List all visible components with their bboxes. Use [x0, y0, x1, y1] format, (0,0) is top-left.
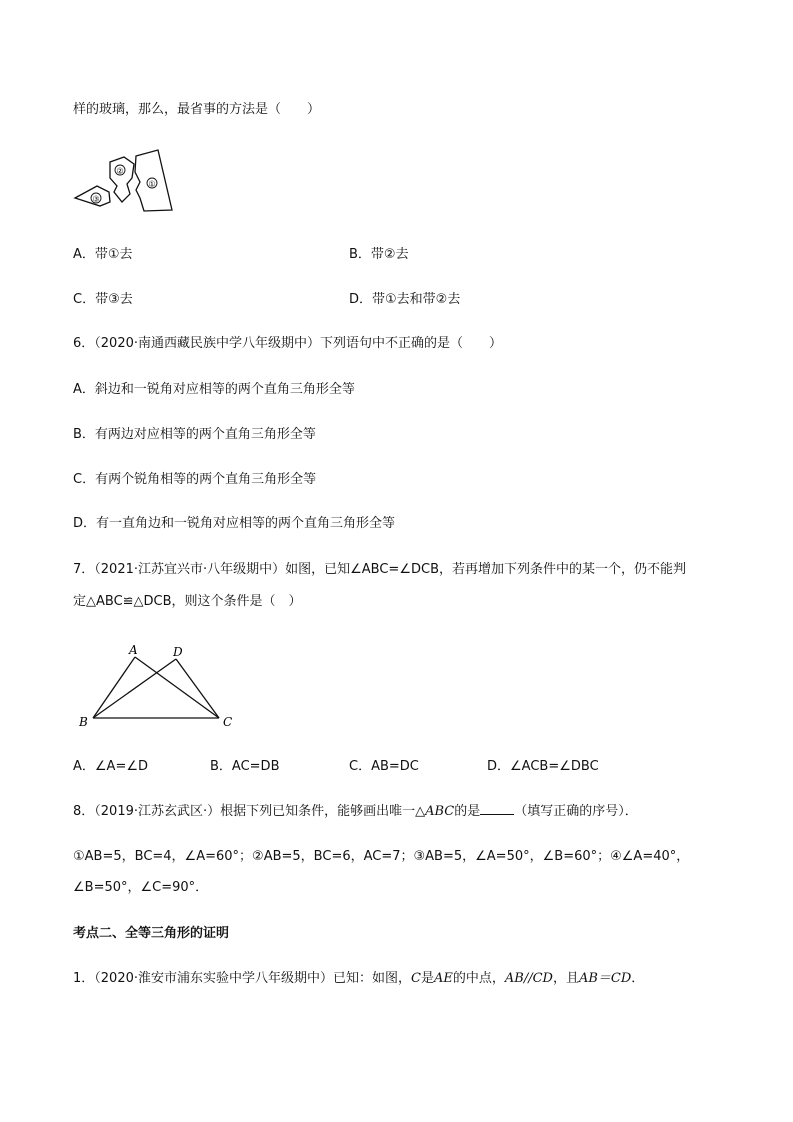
q5-option-b: B．带②去 — [349, 247, 409, 262]
q5-option-c: C．带③去 — [73, 292, 133, 307]
q6-option-a: A．斜边和一锐角对应相等的两个直角三角形全等 — [73, 382, 355, 397]
proof-problem-1: 1．（2020·淮安市浦东实验中学八年级期中）已知：如图，C是AE的中点，AB//CD，且AB＝CD． — [73, 971, 645, 986]
answer-blank[interactable] — [480, 802, 514, 815]
section-heading: 考点二、全等三角形的证明 — [73, 926, 230, 941]
glass-piece-2 — [110, 157, 134, 202]
q5-option-a: A．带①去 — [73, 247, 133, 262]
q7-stem-line2: 定△ABC≌△DCB，则这个条件是（ ） — [73, 594, 302, 609]
q7-option-c: C．AB=DC — [349, 759, 419, 774]
q7-option-d: D．∠ACB=∠DBC — [487, 759, 599, 774]
q6-option-d: D．有一直角边和一锐角对应相等的两个直角三角形全等 — [73, 516, 396, 531]
q6-stem: 6．（2020·南通西藏民族中学八年级期中）下列语句中不正确的是（ ） — [73, 336, 502, 351]
triangle-figure — [76, 640, 241, 732]
q7-stem-line1: 7．（2021·江苏宜兴市·八年级期中）如图，已知∠ABC=∠DCB，若再增加下列条件中的某一个，仍不能判 — [73, 562, 686, 577]
q5-option-d: D．带①去和带②去 — [349, 292, 461, 307]
figure-label-3: ③ — [92, 194, 100, 204]
q8-conditions-line2: ∠B=50°，∠C=90°． — [73, 880, 209, 895]
vertex-label-d: D — [173, 645, 183, 659]
vertex-label-a: A — [129, 643, 138, 657]
vertex-label-c: C — [223, 715, 233, 729]
vertex-label-b: B — [79, 715, 88, 729]
figure-label-2: ② — [116, 166, 124, 176]
q8-conditions-line1: ①AB=5，BC=4，∠A=60°；②AB=5，BC=6，AC=7；③AB=5，∠A=50°，∠B=60°；④∠A=40°， — [73, 849, 690, 864]
q7-option-b: B．AC=DB — [210, 759, 280, 774]
q7-option-a: A．∠A=∠D — [73, 759, 148, 774]
q5-stem-tail: 样的玻璃，那么，最省事的方法是（ ） — [73, 102, 321, 117]
broken-glass-figure — [72, 148, 177, 218]
q8-stem: 8．（2019·江苏玄武区·）根据下列已知条件，能够画出唯一△ABC的是 （填写正确的序号）． — [73, 804, 638, 819]
q6-option-c: C．有两个锐角相等的两个直角三角形全等 — [73, 472, 317, 487]
q6-option-b: B．有两边对应相等的两个直角三角形全等 — [73, 427, 316, 442]
figure-label-1: ① — [148, 179, 156, 189]
